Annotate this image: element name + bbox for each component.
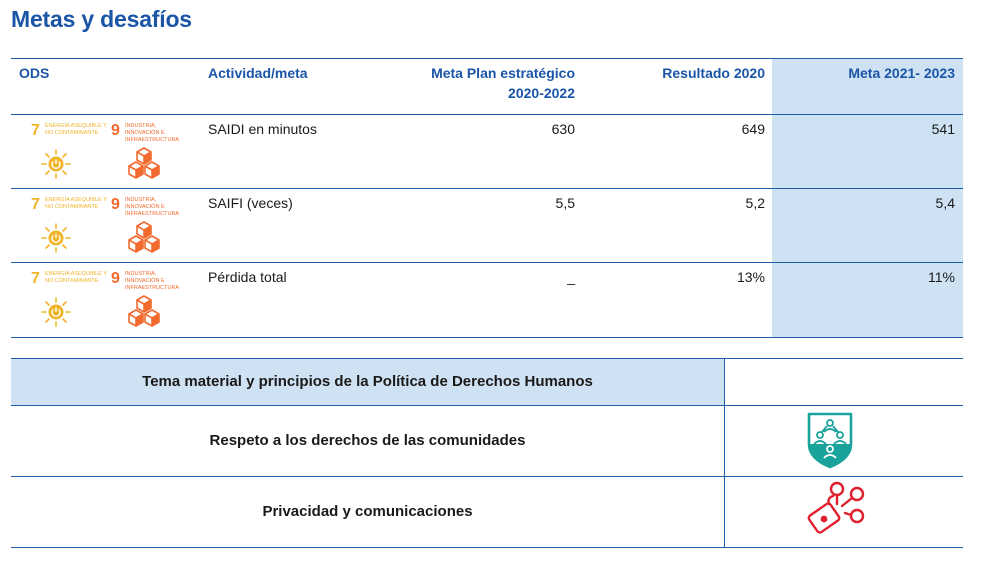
table-bottom-rule [11,547,963,548]
target-cell: 11% [928,269,955,285]
table-top-rule [11,58,963,59]
result-cell: 649 [741,121,765,137]
column-divider [724,358,725,548]
header-plan-line1: Meta Plan estratégico [431,65,575,81]
ods-7-label: ENERGÍA ASEQUIBLE Y NO CONTAMINANTE [45,123,107,136]
result-cell: 5,2 [745,195,765,211]
plan-cell: _ [567,269,575,285]
header-result: Resultado 2020 [662,65,765,81]
activity-cell: SAIDI en minutos [208,121,317,137]
target-cell: 541 [931,121,955,137]
row-rule [11,262,963,263]
row-rule [11,476,963,477]
header-plan [371,63,575,103]
target-cell: 5,4 [935,195,955,211]
hr-row-label: Privacidad y comunicaciones [262,503,473,520]
ods-9-label: INDUSTRIA, INNOVACIÓN E INFRAESTRUCTURA [125,271,180,291]
human-rights-table [11,358,963,548]
ods-9-label: INDUSTRIA, INNOVACIÓN E INFRAESTRUCTURA [125,123,180,143]
activity-cell: SAIFI (veces) [208,195,293,211]
header-rule [11,114,963,115]
ods-9-number: 9 [111,122,120,139]
sun-power-icon [41,149,71,179]
ods-9-number: 9 [111,196,120,213]
ods-7-number: 7 [31,122,40,139]
ods-7-label: ENERGÍA ASEQUIBLE Y NO CONTAMINANTE [45,271,107,284]
result-cell: 13% [736,269,765,285]
page-title: Metas y desafíos [11,6,192,32]
plan-cell: 5,5 [555,195,575,211]
ods-7-number: 7 [31,270,40,287]
community-shield-icon [805,410,855,470]
ods-badges [31,195,186,255]
ods-7-label: ENERGÍA ASEQUIBLE Y NO CONTAMINANTE [45,197,107,210]
header-rule [11,405,963,406]
cubes-icon [127,294,161,328]
header-target: Meta 2021- 2023 [848,65,955,81]
table-bottom-rule [11,337,963,338]
ods-badges [31,269,186,329]
goals-table [11,58,963,338]
ods-badges [31,121,186,181]
sun-power-icon [41,297,71,327]
header-plan-line2: 2020-2022 [508,85,575,101]
ods-9-number: 9 [111,270,120,287]
header-ods: ODS [19,65,50,81]
cubes-icon [127,220,161,254]
cubes-icon [127,146,161,180]
hr-row-label: Respeto a los derechos de las comunidades [209,432,526,449]
plan-cell: 630 [551,121,575,137]
sun-power-icon [41,223,71,253]
ods-7-number: 7 [31,196,40,213]
row-rule [11,188,963,189]
activity-cell: Pérdida total [208,269,287,285]
ods-9-label: INDUSTRIA, INNOVACIÓN E INFRAESTRUCTURA [125,197,180,217]
header-activity: Actividad/meta [208,65,308,81]
privacy-lock-network-icon [801,480,867,544]
table-top-rule [11,358,963,359]
hr-header: Tema material y principios de la Política de Derechos Humanos [142,373,593,390]
